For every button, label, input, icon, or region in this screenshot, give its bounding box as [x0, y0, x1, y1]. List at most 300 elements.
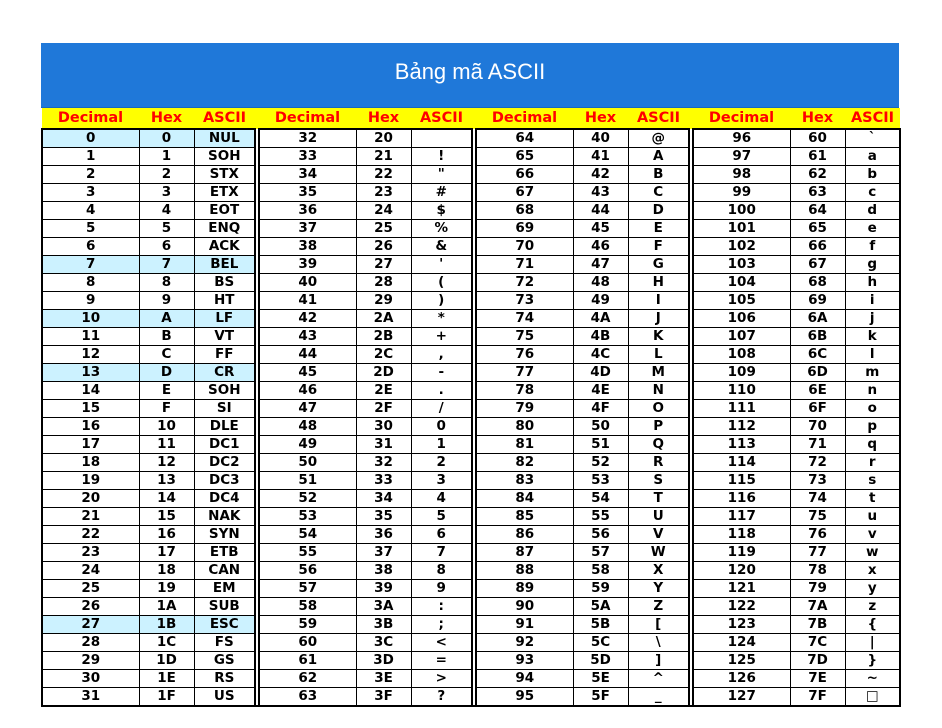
- cell-decimal: 28: [42, 634, 139, 652]
- cell-hex: 10: [139, 418, 194, 436]
- cell-hex: 8: [139, 274, 194, 292]
- table-row: [42, 562, 900, 580]
- cell-decimal: 23: [42, 544, 139, 562]
- header-ascii-2: ASCII: [411, 108, 472, 129]
- cell-decimal: 22: [42, 526, 139, 544]
- cell-hex: 7A: [790, 598, 845, 616]
- cell-ascii: c: [845, 184, 900, 202]
- cell-decimal: 48: [259, 418, 356, 436]
- cell-ascii: >: [411, 670, 472, 688]
- cell-ascii: HT: [194, 292, 255, 310]
- cell-decimal: 78: [476, 382, 573, 400]
- table-row: [42, 166, 900, 184]
- cell-hex: 60: [790, 129, 845, 148]
- cell-decimal: 47: [259, 400, 356, 418]
- cell-decimal: 7: [42, 256, 139, 274]
- cell-decimal: 117: [693, 508, 790, 526]
- cell-decimal: 39: [259, 256, 356, 274]
- cell-decimal: 3: [42, 184, 139, 202]
- cell-hex: 75: [790, 508, 845, 526]
- cell-hex: 61: [790, 148, 845, 166]
- cell-decimal: 114: [693, 454, 790, 472]
- cell-ascii: G: [628, 256, 689, 274]
- cell-decimal: 19: [42, 472, 139, 490]
- cell-decimal: 26: [42, 598, 139, 616]
- cell-decimal: 12: [42, 346, 139, 364]
- cell-hex: 2A: [356, 310, 411, 328]
- cell-decimal: 125: [693, 652, 790, 670]
- cell-decimal: 41: [259, 292, 356, 310]
- table-row: [42, 400, 900, 418]
- cell-hex: 3C: [356, 634, 411, 652]
- cell-ascii: [: [628, 616, 689, 634]
- cell-hex: 6C: [790, 346, 845, 364]
- cell-decimal: 97: [693, 148, 790, 166]
- cell-ascii: SI: [194, 400, 255, 418]
- cell-hex: 57: [573, 544, 628, 562]
- cell-ascii: STX: [194, 166, 255, 184]
- cell-hex: 17: [139, 544, 194, 562]
- cell-decimal: 88: [476, 562, 573, 580]
- header-hex-2: Hex: [356, 108, 411, 129]
- table-row: [42, 346, 900, 364]
- cell-hex: 45: [573, 220, 628, 238]
- header-ascii-3: ASCII: [628, 108, 689, 129]
- cell-ascii: E: [628, 220, 689, 238]
- cell-decimal: 108: [693, 346, 790, 364]
- cell-decimal: 11: [42, 328, 139, 346]
- header-hex-1: Hex: [139, 108, 194, 129]
- cell-hex: 13: [139, 472, 194, 490]
- cell-hex: 3A: [356, 598, 411, 616]
- cell-hex: 46: [573, 238, 628, 256]
- cell-hex: 9: [139, 292, 194, 310]
- cell-hex: 26: [356, 238, 411, 256]
- cell-decimal: 49: [259, 436, 356, 454]
- cell-ascii: J: [628, 310, 689, 328]
- cell-hex: 31: [356, 436, 411, 454]
- cell-ascii: S: [628, 472, 689, 490]
- cell-hex: 2D: [356, 364, 411, 382]
- cell-hex: 25: [356, 220, 411, 238]
- cell-decimal: 9: [42, 292, 139, 310]
- cell-decimal: 101: [693, 220, 790, 238]
- cell-ascii: &: [411, 238, 472, 256]
- cell-ascii: x: [845, 562, 900, 580]
- header-ascii-1: ASCII: [194, 108, 255, 129]
- cell-hex: 11: [139, 436, 194, 454]
- cell-decimal: 16: [42, 418, 139, 436]
- table-row: [42, 382, 900, 400]
- cell-ascii: NUL: [194, 129, 255, 148]
- cell-decimal: 83: [476, 472, 573, 490]
- cell-ascii: j: [845, 310, 900, 328]
- cell-ascii: FF: [194, 346, 255, 364]
- cell-hex: 48: [573, 274, 628, 292]
- cell-decimal: 105: [693, 292, 790, 310]
- cell-decimal: 80: [476, 418, 573, 436]
- slide-title: Bảng mã ASCII: [394, 59, 546, 84]
- cell-ascii: (: [411, 274, 472, 292]
- table-row: [42, 454, 900, 472]
- cell-ascii: U: [628, 508, 689, 526]
- cell-hex: 56: [573, 526, 628, 544]
- cell-ascii: a: [845, 148, 900, 166]
- cell-decimal: 85: [476, 508, 573, 526]
- cell-ascii: %: [411, 220, 472, 238]
- cell-hex: 77: [790, 544, 845, 562]
- cell-hex: 70: [790, 418, 845, 436]
- cell-decimal: 17: [42, 436, 139, 454]
- cell-decimal: 60: [259, 634, 356, 652]
- cell-hex: E: [139, 382, 194, 400]
- cell-hex: 1F: [139, 688, 194, 707]
- cell-hex: 3B: [356, 616, 411, 634]
- cell-hex: 51: [573, 436, 628, 454]
- cell-hex: 3: [139, 184, 194, 202]
- cell-ascii: ^: [628, 670, 689, 688]
- cell-hex: 7: [139, 256, 194, 274]
- cell-decimal: 68: [476, 202, 573, 220]
- cell-decimal: 90: [476, 598, 573, 616]
- cell-ascii: ETX: [194, 184, 255, 202]
- cell-hex: A: [139, 310, 194, 328]
- cell-ascii: X: [628, 562, 689, 580]
- cell-hex: 20: [356, 129, 411, 148]
- cell-hex: 7F: [790, 688, 845, 707]
- cell-hex: 59: [573, 580, 628, 598]
- cell-ascii: ;: [411, 616, 472, 634]
- title-bar: [41, 43, 899, 108]
- cell-ascii: DC1: [194, 436, 255, 454]
- cell-ascii: h: [845, 274, 900, 292]
- cell-ascii: =: [411, 652, 472, 670]
- cell-ascii: BS: [194, 274, 255, 292]
- table-row: [42, 148, 900, 166]
- cell-hex: 67: [790, 256, 845, 274]
- cell-ascii: 3: [411, 472, 472, 490]
- cell-decimal: 73: [476, 292, 573, 310]
- table-row: [42, 508, 900, 526]
- cell-decimal: 96: [693, 129, 790, 148]
- cell-decimal: 44: [259, 346, 356, 364]
- cell-decimal: 64: [476, 129, 573, 148]
- cell-ascii: ?: [411, 688, 472, 707]
- cell-hex: 54: [573, 490, 628, 508]
- cell-ascii: L: [628, 346, 689, 364]
- cell-decimal: 71: [476, 256, 573, 274]
- table-header-row: [42, 108, 900, 129]
- cell-hex: 6A: [790, 310, 845, 328]
- cell-hex: 23: [356, 184, 411, 202]
- table-row: [42, 328, 900, 346]
- cell-hex: 1: [139, 148, 194, 166]
- cell-ascii: I: [628, 292, 689, 310]
- cell-decimal: 53: [259, 508, 356, 526]
- cell-decimal: 54: [259, 526, 356, 544]
- cell-ascii: @: [628, 129, 689, 148]
- cell-hex: 4A: [573, 310, 628, 328]
- cell-decimal: 66: [476, 166, 573, 184]
- cell-decimal: 67: [476, 184, 573, 202]
- cell-ascii: }: [845, 652, 900, 670]
- cell-decimal: 6: [42, 238, 139, 256]
- cell-decimal: 75: [476, 328, 573, 346]
- cell-ascii: z: [845, 598, 900, 616]
- table-row: [42, 418, 900, 436]
- cell-hex: 3E: [356, 670, 411, 688]
- cell-ascii: GS: [194, 652, 255, 670]
- cell-hex: 29: [356, 292, 411, 310]
- table-row: [42, 436, 900, 454]
- cell-hex: 73: [790, 472, 845, 490]
- table-row: [42, 634, 900, 652]
- cell-decimal: 63: [259, 688, 356, 707]
- cell-decimal: 122: [693, 598, 790, 616]
- cell-decimal: 79: [476, 400, 573, 418]
- cell-ascii: A: [628, 148, 689, 166]
- cell-ascii: ': [411, 256, 472, 274]
- cell-ascii: 9: [411, 580, 472, 598]
- header-decimal-2: Decimal: [259, 108, 356, 129]
- cell-decimal: 77: [476, 364, 573, 382]
- cell-decimal: 31: [42, 688, 139, 707]
- cell-decimal: 45: [259, 364, 356, 382]
- cell-ascii: SOH: [194, 382, 255, 400]
- cell-ascii: n: [845, 382, 900, 400]
- cell-decimal: 126: [693, 670, 790, 688]
- cell-hex: 30: [356, 418, 411, 436]
- cell-ascii: ESC: [194, 616, 255, 634]
- cell-decimal: 51: [259, 472, 356, 490]
- cell-ascii: ": [411, 166, 472, 184]
- cell-ascii: M: [628, 364, 689, 382]
- cell-decimal: 111: [693, 400, 790, 418]
- cell-ascii: T: [628, 490, 689, 508]
- cell-hex: 27: [356, 256, 411, 274]
- cell-hex: 69: [790, 292, 845, 310]
- table-row: [42, 256, 900, 274]
- cell-hex: 33: [356, 472, 411, 490]
- cell-hex: 6F: [790, 400, 845, 418]
- cell-hex: 63: [790, 184, 845, 202]
- cell-hex: 2F: [356, 400, 411, 418]
- cell-hex: 28: [356, 274, 411, 292]
- cell-ascii: ENQ: [194, 220, 255, 238]
- cell-decimal: 116: [693, 490, 790, 508]
- table-row: [42, 310, 900, 328]
- cell-decimal: 120: [693, 562, 790, 580]
- cell-hex: 2E: [356, 382, 411, 400]
- cell-decimal: 14: [42, 382, 139, 400]
- cell-ascii: FS: [194, 634, 255, 652]
- cell-decimal: 40: [259, 274, 356, 292]
- ascii-table: [41, 108, 901, 707]
- cell-hex: 5B: [573, 616, 628, 634]
- cell-hex: D: [139, 364, 194, 382]
- cell-decimal: 103: [693, 256, 790, 274]
- cell-hex: 7E: [790, 670, 845, 688]
- cell-decimal: 38: [259, 238, 356, 256]
- cell-decimal: 10: [42, 310, 139, 328]
- cell-ascii: DLE: [194, 418, 255, 436]
- cell-hex: 32: [356, 454, 411, 472]
- cell-ascii: SYN: [194, 526, 255, 544]
- cell-ascii: q: [845, 436, 900, 454]
- cell-decimal: 2: [42, 166, 139, 184]
- cell-decimal: 58: [259, 598, 356, 616]
- cell-hex: 3F: [356, 688, 411, 707]
- header-decimal-4: Decimal: [693, 108, 790, 129]
- cell-ascii: 4: [411, 490, 472, 508]
- cell-hex: 18: [139, 562, 194, 580]
- cell-hex: 7B: [790, 616, 845, 634]
- cell-decimal: 8: [42, 274, 139, 292]
- cell-hex: 5A: [573, 598, 628, 616]
- cell-ascii: 1: [411, 436, 472, 454]
- cell-ascii: ~: [845, 670, 900, 688]
- cell-ascii: NAK: [194, 508, 255, 526]
- cell-ascii: i: [845, 292, 900, 310]
- table-row: [42, 292, 900, 310]
- cell-hex: 4C: [573, 346, 628, 364]
- cell-hex: 5F: [573, 688, 628, 707]
- header-ascii-4: ASCII: [845, 108, 900, 129]
- table-row: [42, 616, 900, 634]
- cell-decimal: 107: [693, 328, 790, 346]
- cell-decimal: 121: [693, 580, 790, 598]
- cell-decimal: 86: [476, 526, 573, 544]
- cell-hex: 71: [790, 436, 845, 454]
- cell-decimal: 42: [259, 310, 356, 328]
- cell-decimal: 113: [693, 436, 790, 454]
- cell-ascii: _: [628, 688, 689, 707]
- cell-decimal: 13: [42, 364, 139, 382]
- cell-hex: 1E: [139, 670, 194, 688]
- cell-ascii: ]: [628, 652, 689, 670]
- cell-ascii: 5: [411, 508, 472, 526]
- cell-hex: 4B: [573, 328, 628, 346]
- header-decimal-1: Decimal: [42, 108, 139, 129]
- cell-hex: 4D: [573, 364, 628, 382]
- cell-ascii: y: [845, 580, 900, 598]
- cell-ascii: :: [411, 598, 472, 616]
- cell-hex: 19: [139, 580, 194, 598]
- cell-hex: 1B: [139, 616, 194, 634]
- cell-ascii: 2: [411, 454, 472, 472]
- cell-ascii: ): [411, 292, 472, 310]
- cell-decimal: 24: [42, 562, 139, 580]
- cell-ascii: f: [845, 238, 900, 256]
- cell-decimal: 87: [476, 544, 573, 562]
- cell-hex: 4E: [573, 382, 628, 400]
- cell-ascii: B: [628, 166, 689, 184]
- cell-ascii: .: [411, 382, 472, 400]
- cell-hex: 2B: [356, 328, 411, 346]
- cell-ascii: +: [411, 328, 472, 346]
- cell-hex: 40: [573, 129, 628, 148]
- cell-decimal: 104: [693, 274, 790, 292]
- cell-ascii: #: [411, 184, 472, 202]
- cell-ascii: r: [845, 454, 900, 472]
- cell-decimal: 70: [476, 238, 573, 256]
- cell-ascii: CAN: [194, 562, 255, 580]
- table-row: [42, 364, 900, 382]
- cell-hex: C: [139, 346, 194, 364]
- cell-hex: 35: [356, 508, 411, 526]
- cell-decimal: 81: [476, 436, 573, 454]
- cell-ascii: US: [194, 688, 255, 707]
- cell-decimal: 29: [42, 652, 139, 670]
- cell-hex: 4: [139, 202, 194, 220]
- cell-ascii: Q: [628, 436, 689, 454]
- table-row: [42, 129, 900, 148]
- table-row: [42, 220, 900, 238]
- cell-ascii: Z: [628, 598, 689, 616]
- cell-decimal: 119: [693, 544, 790, 562]
- cell-decimal: 99: [693, 184, 790, 202]
- cell-decimal: 32: [259, 129, 356, 148]
- cell-decimal: 52: [259, 490, 356, 508]
- cell-ascii: R: [628, 454, 689, 472]
- cell-hex: 76: [790, 526, 845, 544]
- cell-decimal: 115: [693, 472, 790, 490]
- cell-decimal: 33: [259, 148, 356, 166]
- cell-decimal: 127: [693, 688, 790, 707]
- cell-decimal: 57: [259, 580, 356, 598]
- cell-ascii: /: [411, 400, 472, 418]
- cell-hex: 55: [573, 508, 628, 526]
- cell-hex: 22: [356, 166, 411, 184]
- cell-decimal: 124: [693, 634, 790, 652]
- cell-decimal: 55: [259, 544, 356, 562]
- cell-hex: 24: [356, 202, 411, 220]
- cell-ascii: w: [845, 544, 900, 562]
- cell-ascii: K: [628, 328, 689, 346]
- cell-decimal: 91: [476, 616, 573, 634]
- cell-hex: B: [139, 328, 194, 346]
- cell-hex: 1D: [139, 652, 194, 670]
- cell-hex: 42: [573, 166, 628, 184]
- table-row: [42, 580, 900, 598]
- cell-decimal: 15: [42, 400, 139, 418]
- header-decimal-3: Decimal: [476, 108, 573, 129]
- cell-ascii: BEL: [194, 256, 255, 274]
- cell-ascii: D: [628, 202, 689, 220]
- cell-ascii: W: [628, 544, 689, 562]
- cell-ascii: !: [411, 148, 472, 166]
- cell-ascii: b: [845, 166, 900, 184]
- cell-decimal: 118: [693, 526, 790, 544]
- cell-ascii: SOH: [194, 148, 255, 166]
- cell-ascii: F: [628, 238, 689, 256]
- cell-ascii: `: [845, 129, 900, 148]
- table-row: [42, 544, 900, 562]
- slide: [41, 43, 899, 704]
- cell-hex: 2C: [356, 346, 411, 364]
- cell-decimal: 43: [259, 328, 356, 346]
- cell-decimal: 5: [42, 220, 139, 238]
- cell-ascii: Y: [628, 580, 689, 598]
- cell-decimal: 37: [259, 220, 356, 238]
- cell-hex: 6B: [790, 328, 845, 346]
- cell-ascii: -: [411, 364, 472, 382]
- cell-ascii: g: [845, 256, 900, 274]
- cell-decimal: 36: [259, 202, 356, 220]
- cell-ascii: v: [845, 526, 900, 544]
- cell-ascii: O: [628, 400, 689, 418]
- cell-hex: F: [139, 400, 194, 418]
